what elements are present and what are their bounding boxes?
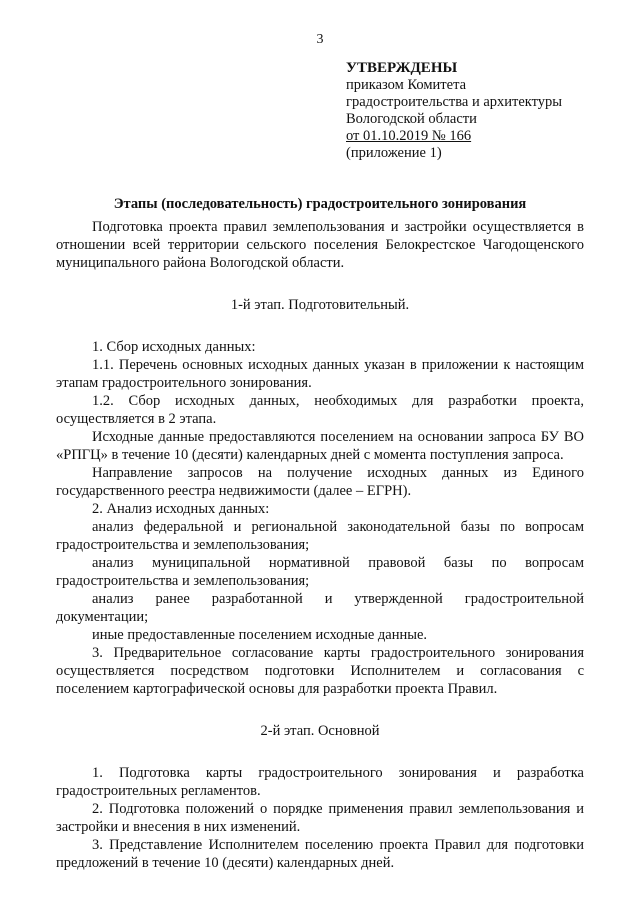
document-title: Этапы (последовательность) градостроительного зонирования bbox=[113, 196, 527, 212]
paragraph: 3. Предварительное согласование карты градостроительного зонирования осуществляется посредством подготовки Исполнителем и согласования с поселением картографической основы для разработки проекта Правил. bbox=[56, 645, 584, 697]
approval-line: градостроительства и архитектуры bbox=[346, 94, 563, 110]
approval-stamp bbox=[346, 60, 562, 162]
paragraph: анализ муниципальной нормативной правовой базы по вопросам градостроительства и землепользования; bbox=[56, 555, 584, 589]
paragraph: 1. Подготовка карты градостроительного зонирования и разработка градостроительных регламентов. bbox=[56, 765, 584, 799]
paragraph: 2. Анализ исходных данных: bbox=[92, 501, 270, 517]
paragraph: анализ ранее разработанной и утвержденной градостроительной документации; bbox=[56, 591, 584, 625]
paragraph: иные предоставленные поселением исходные данные. bbox=[92, 627, 428, 643]
paragraph: 3. Представление Исполнителем поселению проекта Правил для подготовки предложений в течение 10 (десяти) календарных дней. bbox=[56, 837, 584, 871]
stage1-heading: 1-й этап. Подготовительный. bbox=[230, 297, 410, 313]
approval-appendix: (приложение 1) bbox=[346, 145, 442, 161]
stage2-heading: 2-й этап. Основной bbox=[260, 723, 380, 739]
paragraph: 1. Сбор исходных данных: bbox=[92, 339, 256, 355]
paragraph: Исходные данные предоставляются поселением на основании запроса БУ ВО «РПГЦ» в течение 10 (десяти) календарных дней с момента поступления запроса. bbox=[56, 429, 584, 463]
paragraph: 1.1. Перечень основных исходных данных указан в приложении к настоящим этапам градостроительного зонирования. bbox=[56, 357, 584, 391]
paragraph: 1.2. Сбор исходных данных, необходимых для разработки проекта, осуществляется в 2 этапа. bbox=[56, 393, 584, 427]
paragraph: 2. Подготовка положений о порядке применения правил землепользования и застройки и внесения в них изменений. bbox=[56, 801, 584, 835]
approval-order-ref: от 01.10.2019 № 166 bbox=[346, 128, 472, 144]
intro-paragraph: Подготовка проекта правил землепользования и застройки осуществляется в отношении всей территории сельского поселения Белокрестское Чагодощенского муниципального района Вологодской области. bbox=[56, 219, 584, 271]
page-number: 3 bbox=[316, 32, 324, 47]
approval-line: приказом Комитета bbox=[346, 77, 467, 93]
document-body bbox=[56, 218, 584, 872]
paragraph: Направление запросов на получение исходных данных из Единого государственного реестра недвижимости (далее – ЕГРН). bbox=[56, 465, 584, 499]
paragraph: анализ федеральной и региональной законодательной базы по вопросам градостроительства и землепользования; bbox=[56, 519, 584, 553]
approval-heading: УТВЕРЖДЕНЫ bbox=[346, 60, 458, 76]
approval-line: Вологодской области bbox=[346, 111, 477, 127]
